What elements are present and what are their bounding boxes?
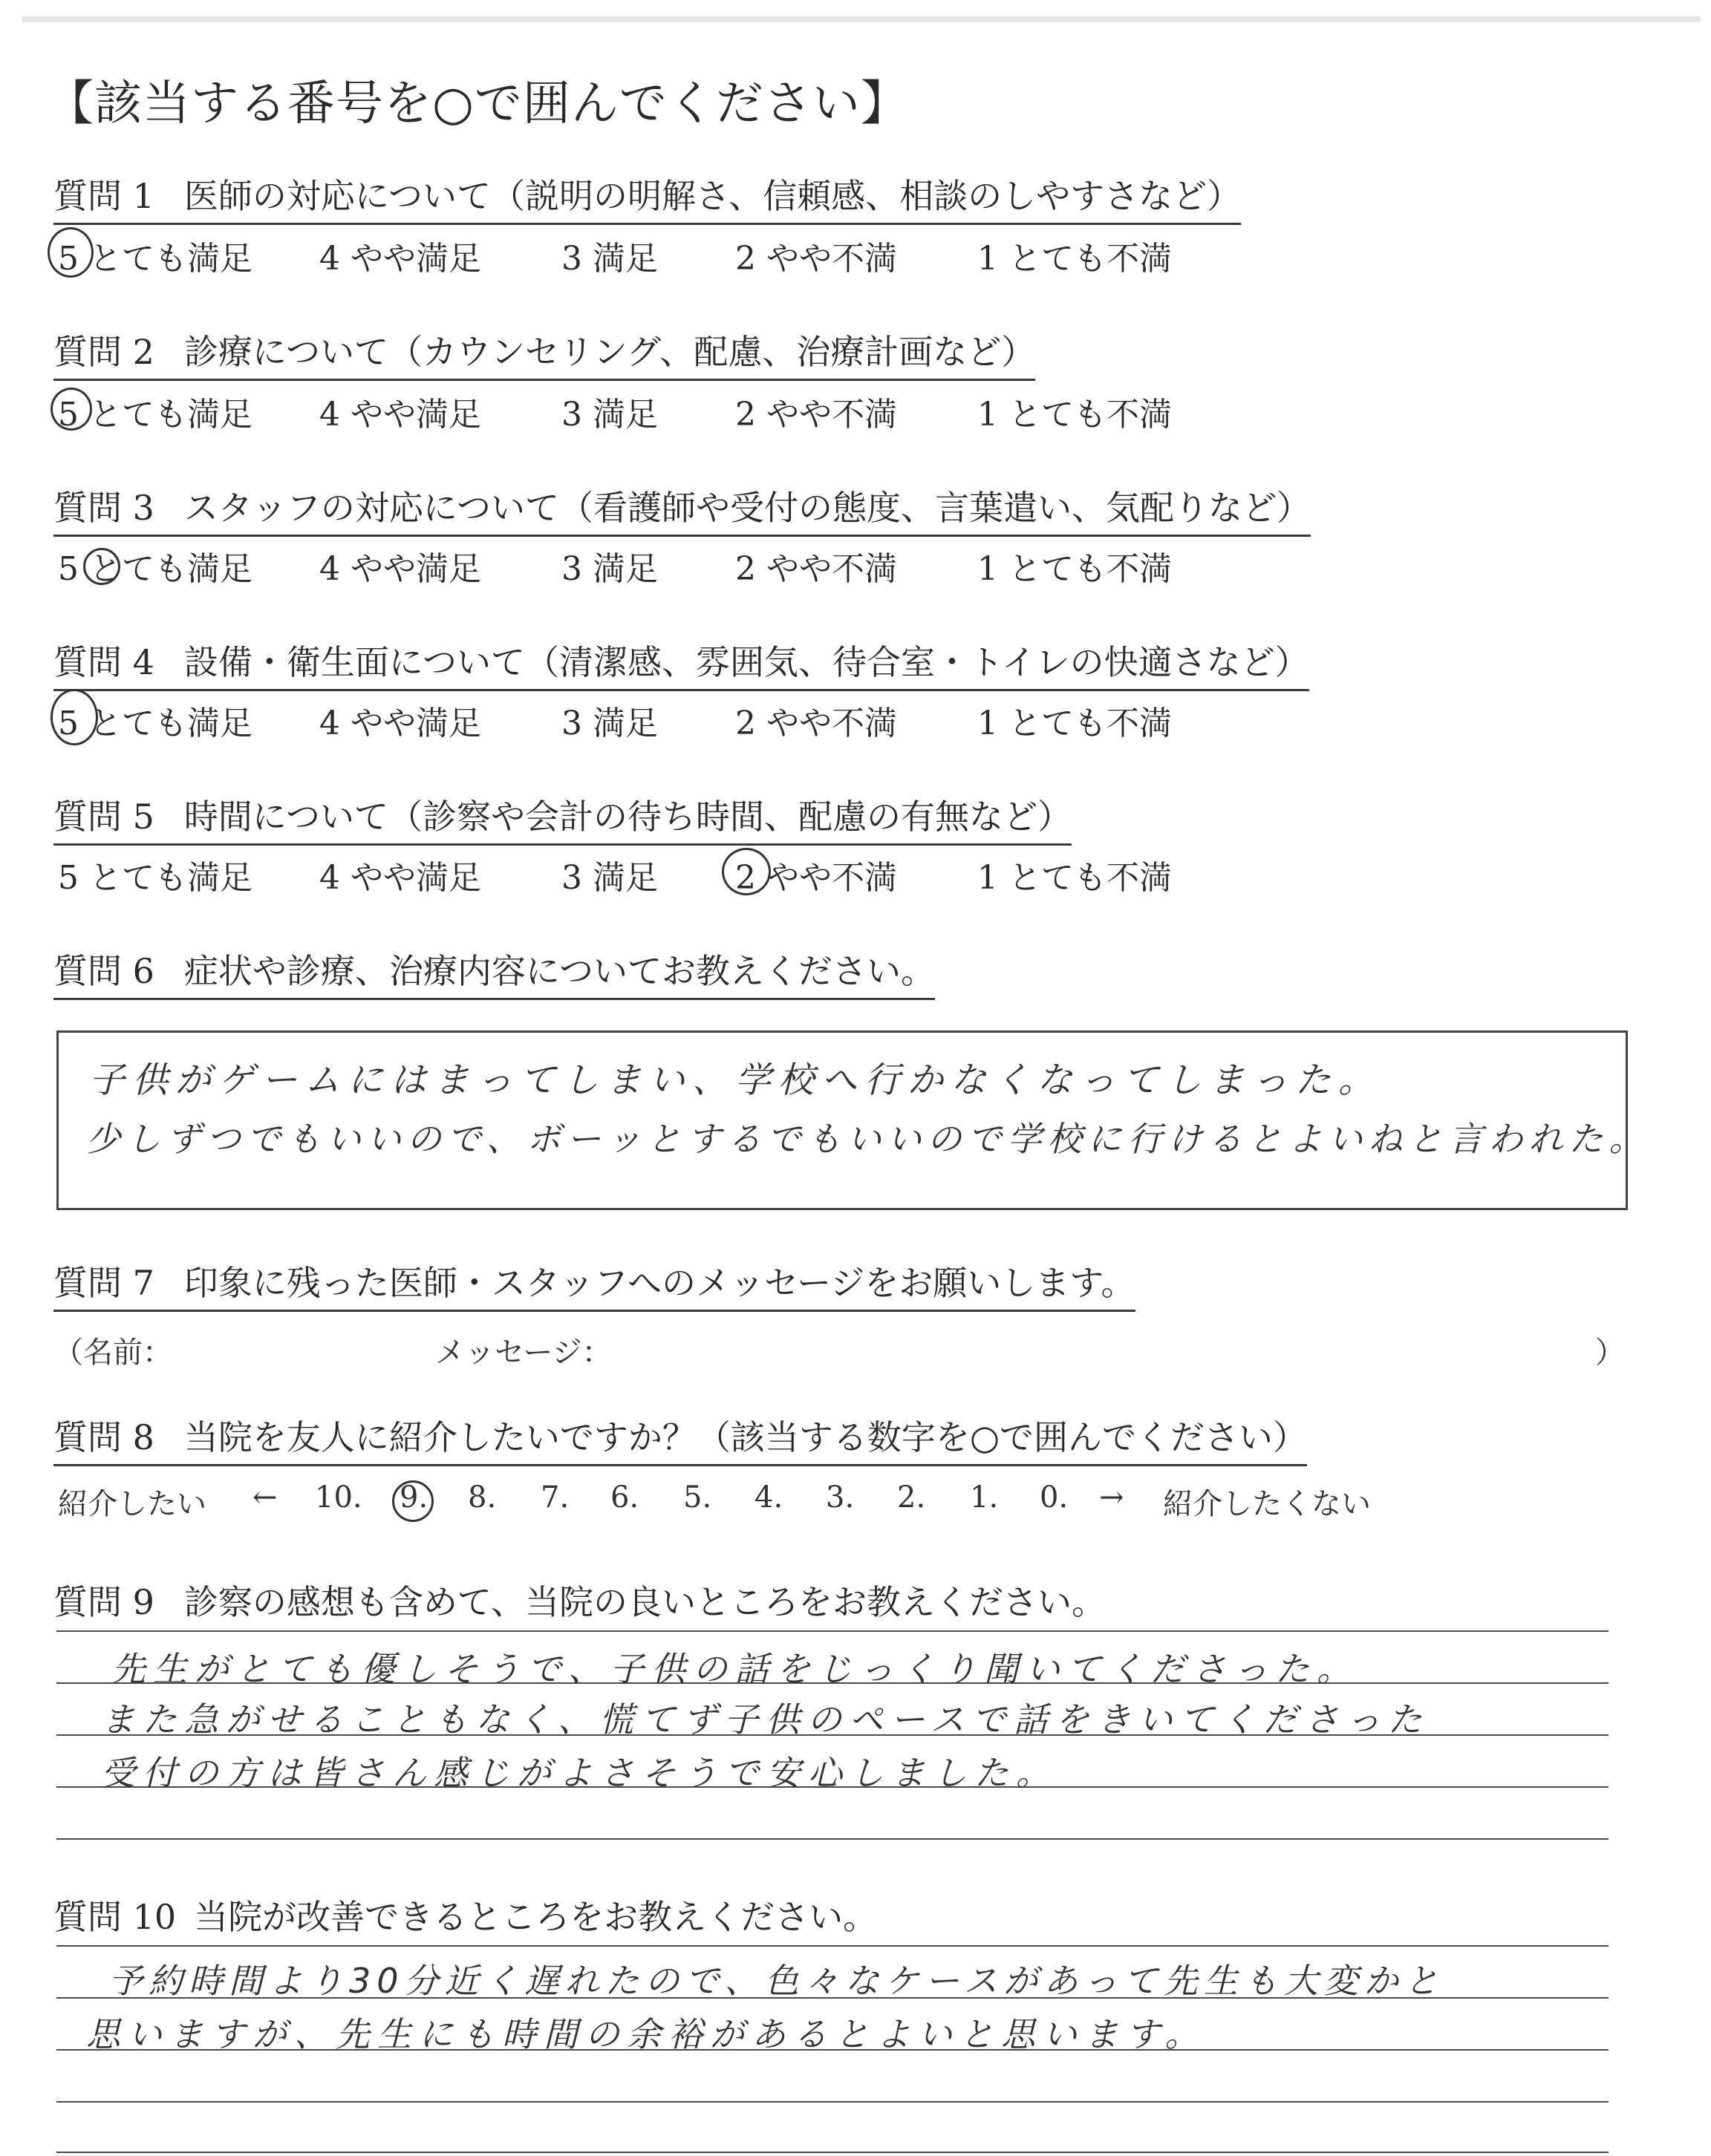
q8-scale-8[interactable]: 8. [468, 1480, 497, 1515]
question-7 [53, 1256, 1135, 1312]
question-2 [53, 325, 1035, 381]
q9-answer-rule-5 [56, 1838, 1609, 1840]
q8-scale-7[interactable]: 7. [541, 1480, 570, 1515]
q2-option-4[interactable]: 4 やや満足 [319, 396, 481, 434]
q4-option-4[interactable]: 4 やや満足 [319, 705, 481, 742]
q9-answer-line-1: 先生がとても優しそうで、子供の話をじっくり聞いてくださった。 [111, 1649, 1359, 1689]
q8-right-label: 紹介したくない [1163, 1487, 1371, 1521]
q10-answer-rule-5 [56, 2152, 1609, 2153]
q1-option-5[interactable]: 5 とても満足 [58, 240, 252, 278]
q8-scale-3[interactable]: 3. [826, 1480, 855, 1515]
q8-scale-9[interactable]: 9. [400, 1480, 428, 1515]
question-3-text: スタッフの対応について（看護師や受付の態度、言葉遣い、気配りなど） [183, 488, 1311, 528]
question-7-text: 印象に残った医師・スタッフへのメッセージをお願いします。 [183, 1263, 1135, 1303]
q8-selection-circle [392, 1480, 434, 1522]
q4-selection-circle [50, 689, 98, 745]
q8-scale-2[interactable]: 2. [897, 1480, 926, 1515]
q5-option-5[interactable]: 5 とても満足 [58, 859, 252, 897]
question-10-label: 質問 10 [53, 1897, 177, 1937]
q3-option-2[interactable]: 2 やや不満 [735, 550, 897, 588]
q8-scale-1[interactable]: 1. [970, 1480, 999, 1515]
question-5-label: 質問 5 [53, 797, 154, 837]
question-7-label: 質問 7 [53, 1263, 154, 1303]
q3-option-5[interactable]: 5 とても満足 [58, 550, 252, 588]
q9-answer-rule-1 [56, 1630, 1609, 1632]
q8-scale-4[interactable]: 4. [755, 1480, 783, 1515]
question-1-text: 医師の対応について（説明の明解さ、信頼感、相談のしやすさなど） [183, 176, 1242, 216]
q10-answer-rule-1 [56, 1945, 1609, 1947]
q1-option-2[interactable]: 2 やや不満 [735, 240, 897, 278]
question-6-text: 症状や診療、治療内容についてお教えください。 [183, 951, 935, 991]
q1-selection-circle [48, 227, 94, 278]
question-6-label: 質問 6 [53, 951, 154, 991]
question-4-text: 設備・衛生面について（清潔感、雰囲気、待合室・トイレの快適さなど） [183, 642, 1309, 682]
question-6 [53, 944, 935, 1000]
question-8-label: 質問 8 [53, 1417, 154, 1457]
question-10-text: 当院が改善できるところをお教えください。 [194, 1897, 878, 1937]
question-2-label: 質問 2 [53, 332, 154, 372]
q6-answer-line-2: 少しずつでもいいので、ボーッとするでもいいので学校に行けるとよいねと言われた。 [86, 1119, 1649, 1159]
q2-option-3[interactable]: 3 満足 [561, 396, 658, 434]
q4-option-3[interactable]: 3 満足 [561, 705, 658, 742]
q8-scale-10[interactable]: 10. [315, 1480, 362, 1515]
q7-message-label: メッセージ： [435, 1336, 612, 1370]
question-5-text: 時間について（診察や会計の待ち時間、配慮の有無など） [183, 797, 1072, 837]
question-9-text: 診察の感想も含めて、当院の良いところをお教えください。 [183, 1582, 1106, 1622]
q10-answer-line-1: 予約時間より30分近く遅れたので、色々なケースがあって先生も大変かと [108, 1961, 1444, 2001]
q8-left-arrow: ← [252, 1480, 278, 1515]
q3-selection-circle [83, 548, 120, 585]
q8-left-label: 紹介したい [58, 1487, 206, 1521]
q2-option-2[interactable]: 2 やや不満 [735, 396, 897, 434]
q3-option-3[interactable]: 3 満足 [561, 550, 658, 588]
question-4 [53, 636, 1309, 691]
question-9 [53, 1575, 1106, 1624]
q5-selection-circle [722, 848, 771, 895]
question-10 [53, 1890, 877, 1939]
q7-name-label: （名前： [53, 1336, 172, 1370]
q5-option-1[interactable]: 1 とても不満 [977, 859, 1172, 897]
question-3-label: 質問 3 [53, 488, 154, 528]
q8-scale-5[interactable]: 5. [683, 1480, 712, 1515]
scan-top-edge [22, 16, 1701, 22]
q5-option-2[interactable]: 2 やや不満 [735, 859, 897, 897]
q10-answer-line-2: 思いますが、先生にも時間の余裕があるとよいと思います。 [86, 2014, 1207, 2054]
question-5 [53, 790, 1072, 846]
q2-option-1[interactable]: 1 とても不満 [977, 396, 1172, 434]
q4-option-2[interactable]: 2 やや不満 [735, 705, 897, 742]
q10-answer-rule-4 [56, 2101, 1609, 2103]
q4-option-1[interactable]: 1 とても不満 [977, 705, 1172, 742]
question-8 [53, 1411, 1307, 1466]
q3-option-4[interactable]: 4 やや満足 [319, 550, 481, 588]
question-1 [53, 169, 1241, 225]
q7-close-paren: ） [1595, 1336, 1625, 1370]
question-1-label: 質問 1 [53, 176, 154, 216]
question-9-label: 質問 9 [53, 1582, 154, 1622]
form-title: 【該当する番号を○で囲んでください】 [46, 76, 909, 131]
q9-answer-line-3: 受付の方は皆さん感じがよさそうで安心しました。 [101, 1753, 1057, 1793]
question-8-text: 当院を友人に紹介したいですか？（該当する数字を○で囲んでください） [183, 1417, 1308, 1457]
q5-option-3[interactable]: 3 満足 [561, 859, 658, 897]
q1-option-1[interactable]: 1 とても不満 [977, 240, 1172, 278]
q4-option-5[interactable]: 5 とても満足 [58, 705, 252, 742]
question-4-label: 質問 4 [53, 642, 154, 682]
q6-answer-line-1: 子供がゲームにはまってしまい、学校へ行かなくなってしまった。 [89, 1059, 1382, 1101]
q9-answer-line-2: また急がせることもなく、慌てず子供のペースで話をきいてくださった [101, 1699, 1430, 1740]
q8-scale-6[interactable]: 6. [610, 1480, 639, 1515]
q5-option-4[interactable]: 4 やや満足 [319, 859, 481, 897]
q3-option-1[interactable]: 1 とても不満 [977, 550, 1172, 588]
q1-option-4[interactable]: 4 やや満足 [319, 240, 481, 278]
question-2-text: 診療について（カウンセリング、配慮、治療計画など） [183, 332, 1036, 372]
q1-option-3[interactable]: 3 満足 [561, 240, 658, 278]
q2-option-5[interactable]: 5 とても満足 [58, 396, 252, 434]
question-3 [53, 481, 1311, 537]
q8-right-arrow: → [1099, 1480, 1124, 1515]
q2-selection-circle [50, 388, 92, 431]
q8-scale-0[interactable]: 0. [1040, 1480, 1069, 1515]
